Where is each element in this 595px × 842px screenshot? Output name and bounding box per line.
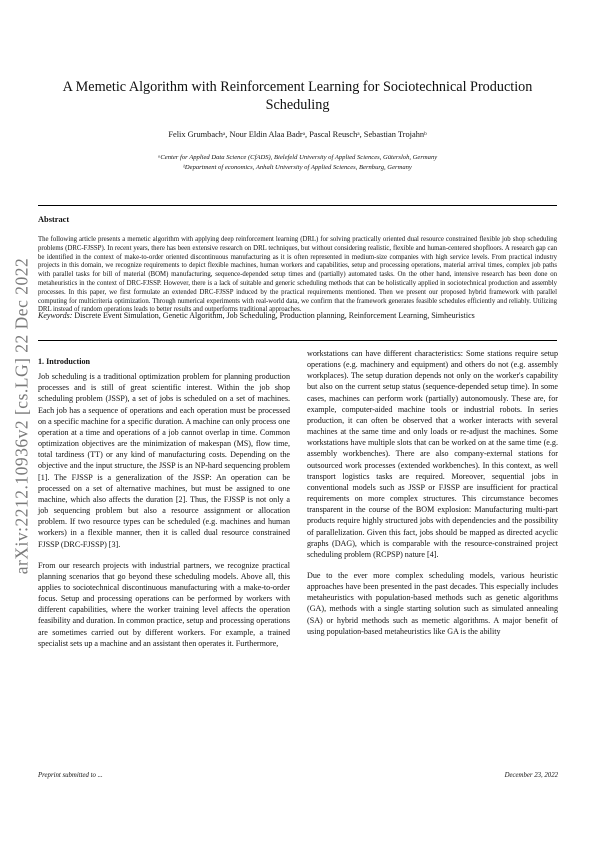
keywords-text: Discrete Event Simulation, Genetic Algorithm, Job Scheduling, Production planning, Reinforcement Learning, Simheuristics <box>74 311 475 320</box>
top-divider <box>38 205 557 206</box>
paragraph: Due to the ever more complex scheduling models, various heuristic approaches have been presented in the past decades. This especially includes metaheuristics with population-based methods such as genetic algorithms (GA), methods with a single starting solution such as simulated annealing (SA) or hybrid methods such as memetic algorithms. A major benefit of using population-based metaheuristics like GA is the ability <box>307 570 558 636</box>
arxiv-identifier: arXiv:2212.10936v2 [cs.LG] 22 Dec 2022 <box>11 257 32 575</box>
affiliation-b: ᵇDepartment of economics, Anhalt University of Applied Sciences, Bernburg, Germany <box>183 163 412 171</box>
keywords-line <box>38 311 557 322</box>
footer-preprint-note: Preprint submitted to ... <box>38 772 103 779</box>
left-column <box>38 356 290 659</box>
abstract-heading: Abstract <box>38 215 70 224</box>
abstract-text: The following article presents a memetic algorithm with applying deep reinforcement learning (DRL) for solving practically oriented dual resource constrained flexible job shop scheduling problems (DRC-FJSSP). In recent years, there has been extensive research on DRL techniques, but without considering realistic, flexible and human-centered shopfloors. A research gap can be identified in the context of make-to-order oriented discontinuous manufacturing as it is often represented in medium-size companies with high service levels. From practical industry projects in this domain, we recognize requirements to depict flexible machines, human workers and capabilities, setup and processing operations, material arrival times, complex job paths with parallel tasks for bill of material (BOM) manufacturing, sequence-depended setup times and (partially) automated tasks. On the other hand, intensive research has been done on metaheuristics in the context of DRC-FJSSP. However, there is a lack of suitable and generic scheduling methods that can be holistically applied in sociotechnical production and assembly processes. In this paper, we first formulate an extended DRC-FJSSP induced by the practical requirements mentioned. Then we present our proposed hybrid framework with parallel computing for multicriteria optimization. Through numerical experiments with real-world data, we confirm that the framework generates feasible schedules efficiently and reliably. Utilizing DRL instead of random operations leads to better results and outperforms traditional approaches. <box>38 236 557 314</box>
footer-date: December 23, 2022 <box>504 772 558 779</box>
paper-title: A Memetic Algorithm with Reinforcement Learning for Sociotechnical Production Scheduling <box>62 79 533 113</box>
affiliations <box>60 153 535 172</box>
author-list: Felix Grumbachᵃ, Nour Eldin Alaa Badrᵃ, Pascal Reuschᵃ, Sebastian Trojahnᵇ <box>168 130 427 139</box>
paragraph: workstations can have different characteristics: Some stations require setup operations (e.g. machinery and equipment) and others do not (e.g. assembly workplaces). The setup duration depends not only on the worker's capability but also on the current setup status (sequence-depended setup time). In some cases, machines can perform work (partially) autonomously. These are, for example, computer-aided machine tools or industrial robots. In series production, it can often be observed that a worker interacts with several machines at the same time and only loads or re-adjust the machines. Some workstations have multiple slots that can be worked on at the same time (e.g. assembly workbenches). There are also company-external stations for outsourced work processes (extended workbenches). In this context, as well transport logistics tasks are required. Moreover, sequential jobs in conventional models such as JSSP or FJSSP are insufficient for practical requirements on more complex structures. This circumstance becomes transparent in the course of the BOM explosion: Manufacturing multi-part products require highly structured jobs with dependencies and the possibility of parallelization. Given this fact, jobs should be mapped as directed acyclic graphs (DAG), which is comparable with the resource-constrained project scheduling problem (RCPSP) nature [4]. <box>307 349 558 559</box>
paragraph: Job scheduling is a traditional optimization problem for planning production processes and is still of great scientific interest. Within the job shop scheduling problem (JSSP), a set of jobs is scheduled on a set of machines. Each job has a sequence of operations and each operation must be processed on a specific machine for a specific duration. A machine can only process one operation at a time and operations of a job cannot overlap in time. Common optimization objectives are the minimization of makespan (MS), flow time, total tardiness (TT) or any kind of manufacturing costs. Depending on the objective and the input structure, the JSSP is an NP-hard sequencing problem [1]. The FJSSP is a generalization of the JSSP: An operation can be processed on a set of alternative machines, but must be assigned to one machine, which also affects the duration [2]. Thus, the FJSSP is not only a job sequencing problem but also a resource assignment or allocation problem. If two resource types can be scheduled (e.g. machines and human workers) in a flexible manner, then it is called dual resource constrained FJSSP (DRC-FJSSP) [3]. <box>38 372 290 549</box>
paragraph: From our research projects with industrial partners, we recognize practical planning scenarios that go beyond these scheduling models. Above all, this applies to sociotechnical discontinuous manufacturing with a make-to-order focus. Setup and processing operations can be performed by workers with different capabilities, where the worker training level affects the operation feasibility and duration. In common practice, setup and processing operations are sometimes carried out by different workers. For example, a trained specialist sets up a machine and an assistant then operates it. Furthermore, <box>38 560 290 648</box>
bottom-divider <box>38 340 557 341</box>
section-heading-introduction: 1. Introduction <box>38 357 91 366</box>
affiliation-a: ᵃCenter for Applied Data Science (CfADS), Bielefeld University of Applied Sciences, Gütersloh, Germany <box>157 154 438 161</box>
keywords-label: Keywords: <box>38 311 73 320</box>
arxiv-side-stamp <box>2 236 42 596</box>
right-column <box>307 348 558 647</box>
